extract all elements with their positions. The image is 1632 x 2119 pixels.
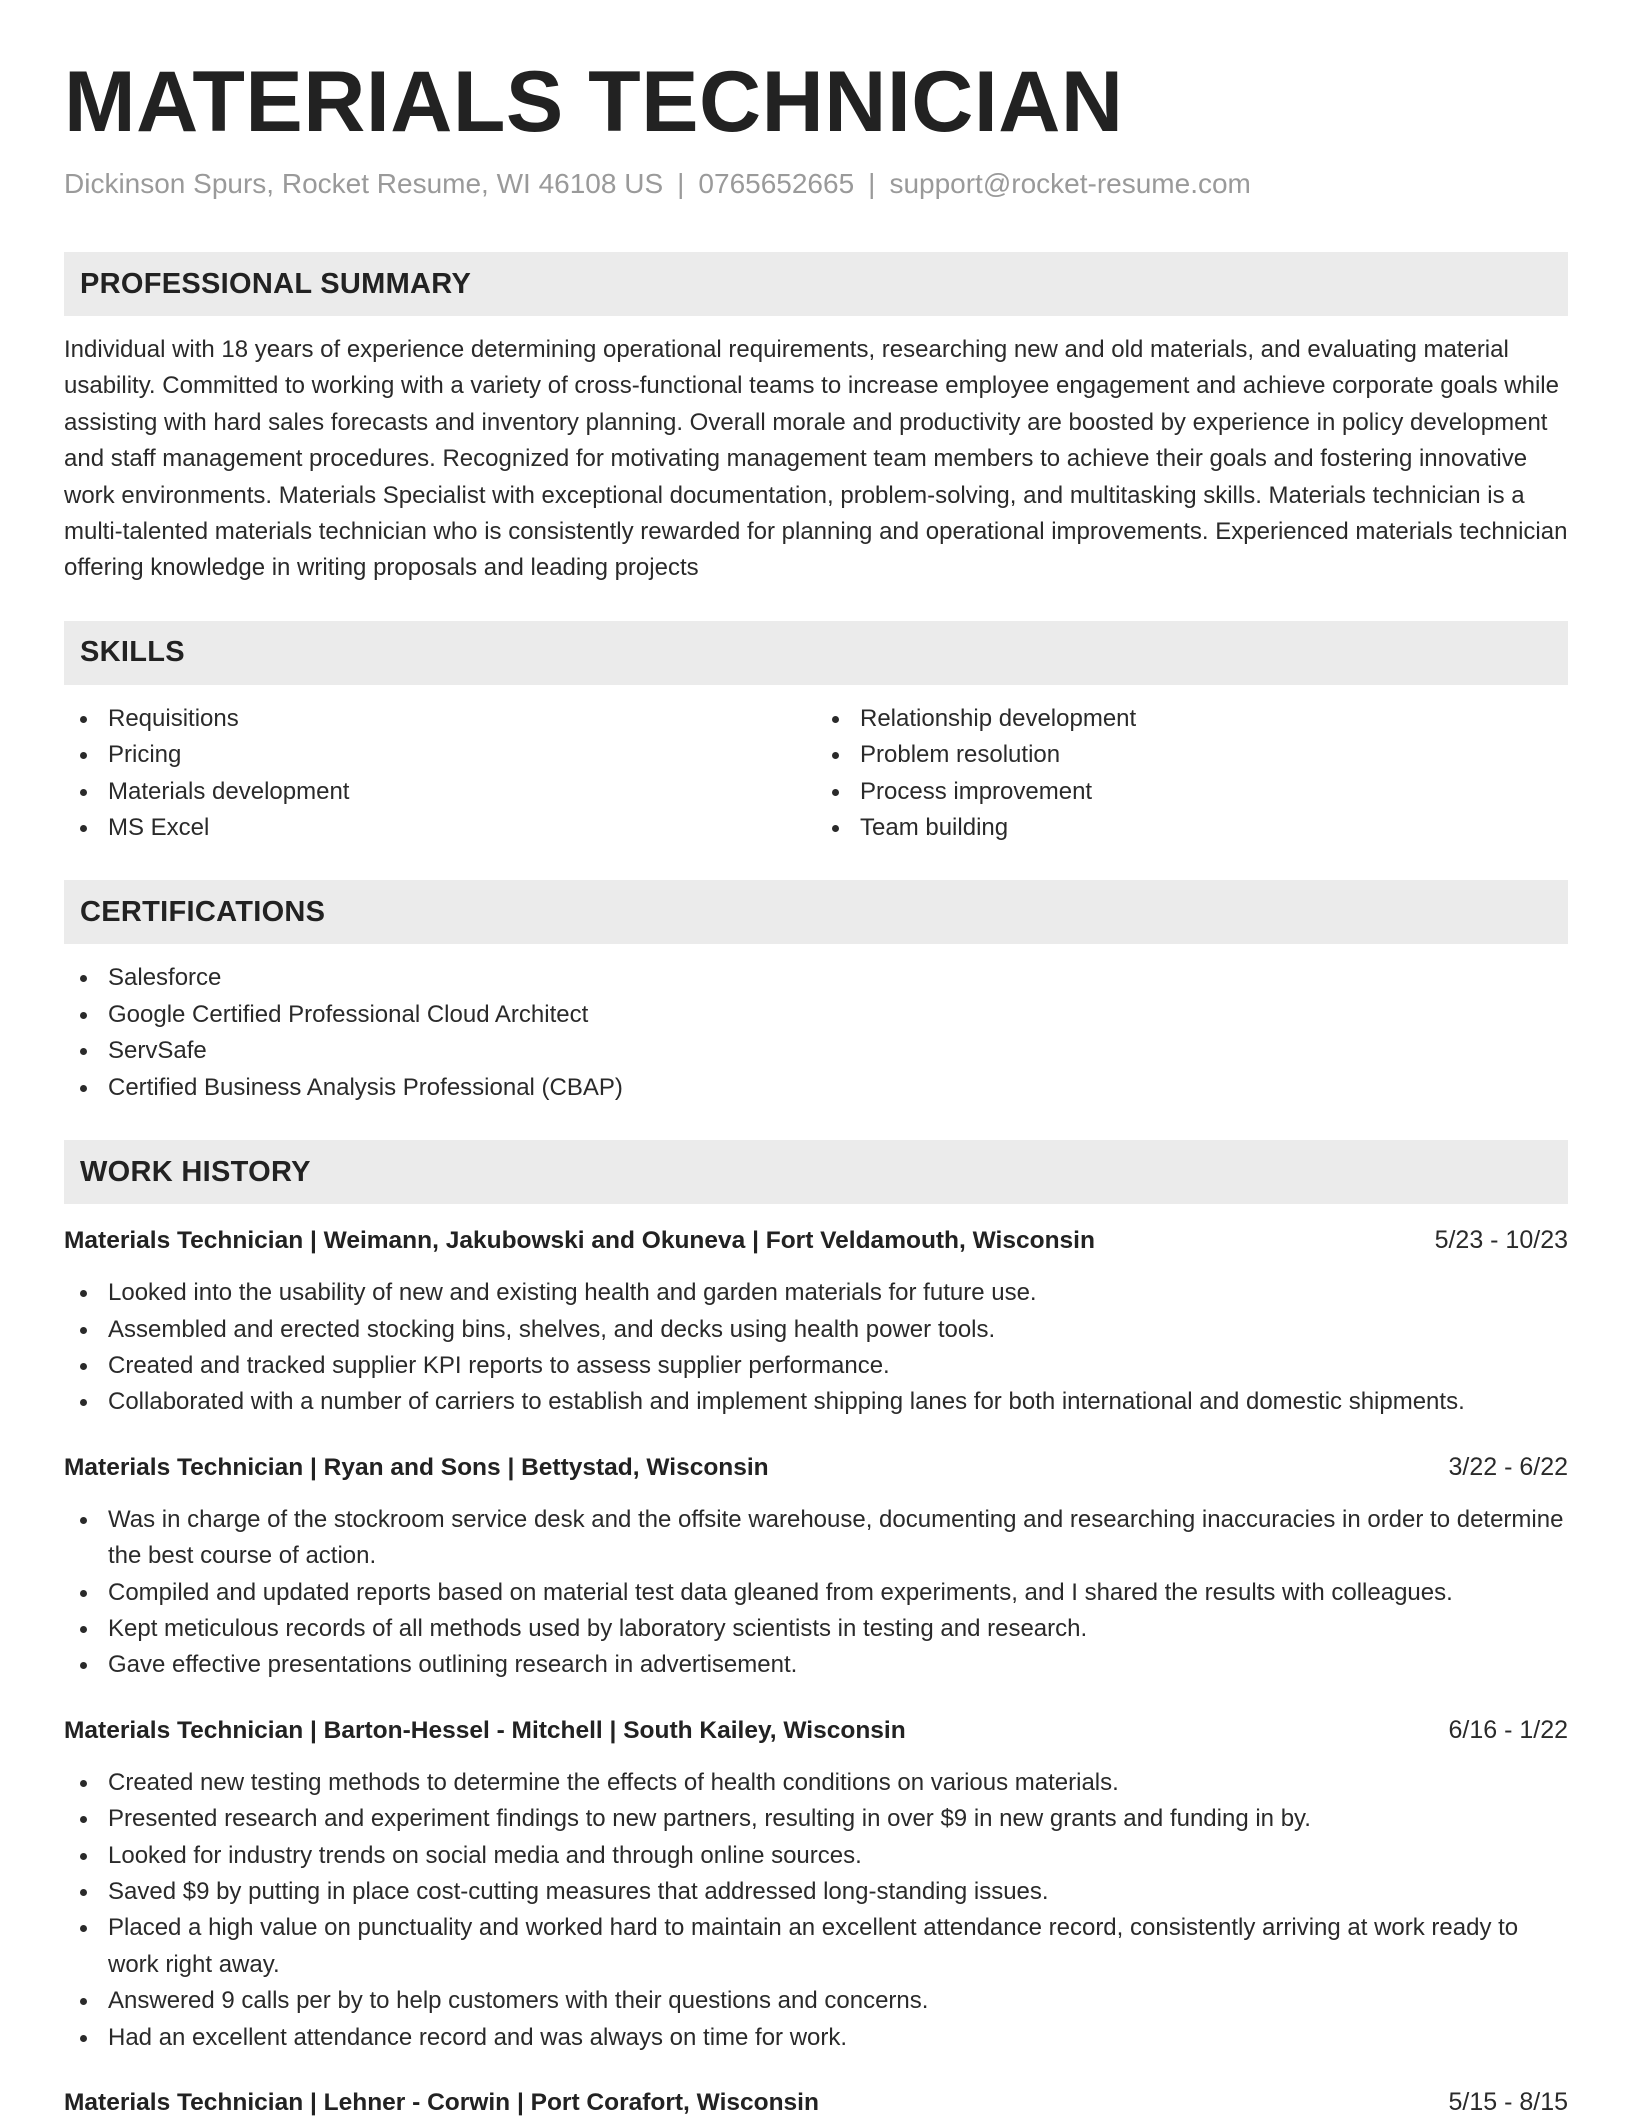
skill-item: Team building [816, 810, 1568, 846]
skill-item: Requisitions [64, 701, 816, 737]
job-bullets [64, 1275, 1568, 1421]
section-heading-work-history: WORK HISTORY [64, 1140, 1568, 1204]
section-heading-certifications: CERTIFICATIONS [64, 880, 1568, 944]
job-bullet: Presented research and experiment findings to new partners, resulting in over $9 in new grants and funding in by. [64, 1801, 1568, 1837]
job-entry [64, 1714, 1568, 2056]
candidate-name: MATERIALS TECHNICIAN [64, 54, 1124, 150]
skill-item: Materials development [64, 774, 816, 810]
certifications-list [64, 960, 1568, 1106]
job-bullet: Had an excellent attendance record and was always on time for work. [64, 2020, 1568, 2056]
job-bullet: Compiled and updated reports based on material test data gleaned from experiments, and I shared the results with colleagues. [64, 1575, 1568, 1611]
job-title: Materials Technician | Lehner - Corwin | Port Corafort, Wisconsin [64, 2089, 819, 2116]
skill-item: MS Excel [64, 810, 816, 846]
job-bullet: Was in charge of the stockroom service desk and the offsite warehouse, documenting and researching inaccuracies in order to determine the best course of action. [64, 1502, 1568, 1575]
job-entry [64, 2086, 1568, 2119]
contact-email: support@rocket-resume.com [889, 168, 1251, 199]
skills-list-left [64, 701, 816, 847]
job-title: Materials Technician | Ryan and Sons | Bettystad, Wisconsin [64, 1453, 769, 1481]
job-bullet: Saved $9 by putting in place cost-cutting measures that addressed long-standing issues. [64, 1874, 1568, 1910]
contact-line [64, 166, 1568, 202]
job-title: Materials Technician | Weimann, Jakubowski and Okuneva | Fort Veldamouth, Wisconsin [64, 1227, 1095, 1255]
job-dates: 5/23 - 10/23 [1434, 1226, 1568, 1255]
job-bullet: Answered 9 calls per by to help customers with their questions and concerns. [64, 1983, 1568, 2019]
job-bullet: Placed a high value on punctuality and worked hard to maintain an excellent attendance record, consistently arriving at work ready to work right away. [64, 1910, 1568, 1983]
skill-item: Relationship development [816, 701, 1568, 737]
certification-item: Salesforce [64, 960, 1568, 996]
job-header [64, 1451, 1568, 1484]
job-header [64, 2086, 1568, 2119]
job-entry [64, 1451, 1568, 1684]
certification-item: Certified Business Analysis Professional (CBAP) [64, 1070, 1568, 1106]
contact-address: Dickinson Spurs, Rocket Resume, WI 46108 US [64, 168, 664, 199]
job-dates: 3/22 - 6/22 [1448, 1452, 1568, 1481]
job-bullet: Assembled and erected stocking bins, shelves, and decks using health power tools. [64, 1312, 1568, 1348]
job-title: Materials Technician | Barton-Hessel - Mitchell | South Kailey, Wisconsin [64, 1716, 906, 1744]
contact-phone: 0765652665 [698, 168, 855, 199]
section-heading-skills: SKILLS [64, 621, 1568, 685]
job-bullets [64, 1502, 1568, 1684]
contact-separator: | [677, 168, 685, 199]
job-dates: 5/15 - 8/15 [1448, 2088, 1568, 2116]
job-bullet: Kept meticulous records of all methods used by laboratory scientists in testing and research. [64, 1611, 1568, 1647]
job-bullets [64, 1765, 1568, 2056]
job-bullet: Looked into the usability of new and existing health and garden materials for future use. [64, 1275, 1568, 1311]
job-bullet: Created new testing methods to determine the effects of health conditions on various materials. [64, 1765, 1568, 1801]
skill-item: Pricing [64, 737, 816, 773]
job-header [64, 1224, 1568, 1257]
contact-separator: | [868, 168, 876, 199]
certification-item: ServSafe [64, 1033, 1568, 1069]
job-dates: 6/16 - 1/22 [1448, 1715, 1568, 1744]
summary-text: Individual with 18 years of experience determining operational requirements, researching new and old materials, and evaluating material usability. Committed to working with a variety of cross-functional teams to increase employee engagement and achieve corporate goals while assisting with hard sales forecasts and inventory planning. Overall morale and productivity are boosted by experience in policy development and staff management procedures. Recognized for motivating management team members to achieve their goals and fostering innovative work environments. Materials Specialist with exceptional documentation, problem-solving, and multitasking skills. Materials technician is a multi-talented materials technician who is consistently rewarded for planning and operational improvements. Experienced materials technician offering knowledge in writing proposals and leading projects [64, 336, 1568, 582]
skills-grid [64, 685, 1568, 847]
job-bullet: Gave effective presentations outlining research in advertisement. [64, 1647, 1568, 1683]
job-entry [64, 1224, 1568, 1421]
job-bullet: Looked for industry trends on social media and through online sources. [64, 1838, 1568, 1874]
section-heading-summary: PROFESSIONAL SUMMARY [64, 252, 1568, 316]
skill-item: Process improvement [816, 774, 1568, 810]
certification-item: Google Certified Professional Cloud Architect [64, 997, 1568, 1033]
skill-item: Problem resolution [816, 737, 1568, 773]
job-header [64, 1714, 1568, 1747]
skills-list-right [816, 701, 1568, 847]
job-bullet: Collaborated with a number of carriers to establish and implement shipping lanes for both international and domestic shipments. [64, 1384, 1568, 1420]
job-bullet: Created and tracked supplier KPI reports to assess supplier performance. [64, 1348, 1568, 1384]
